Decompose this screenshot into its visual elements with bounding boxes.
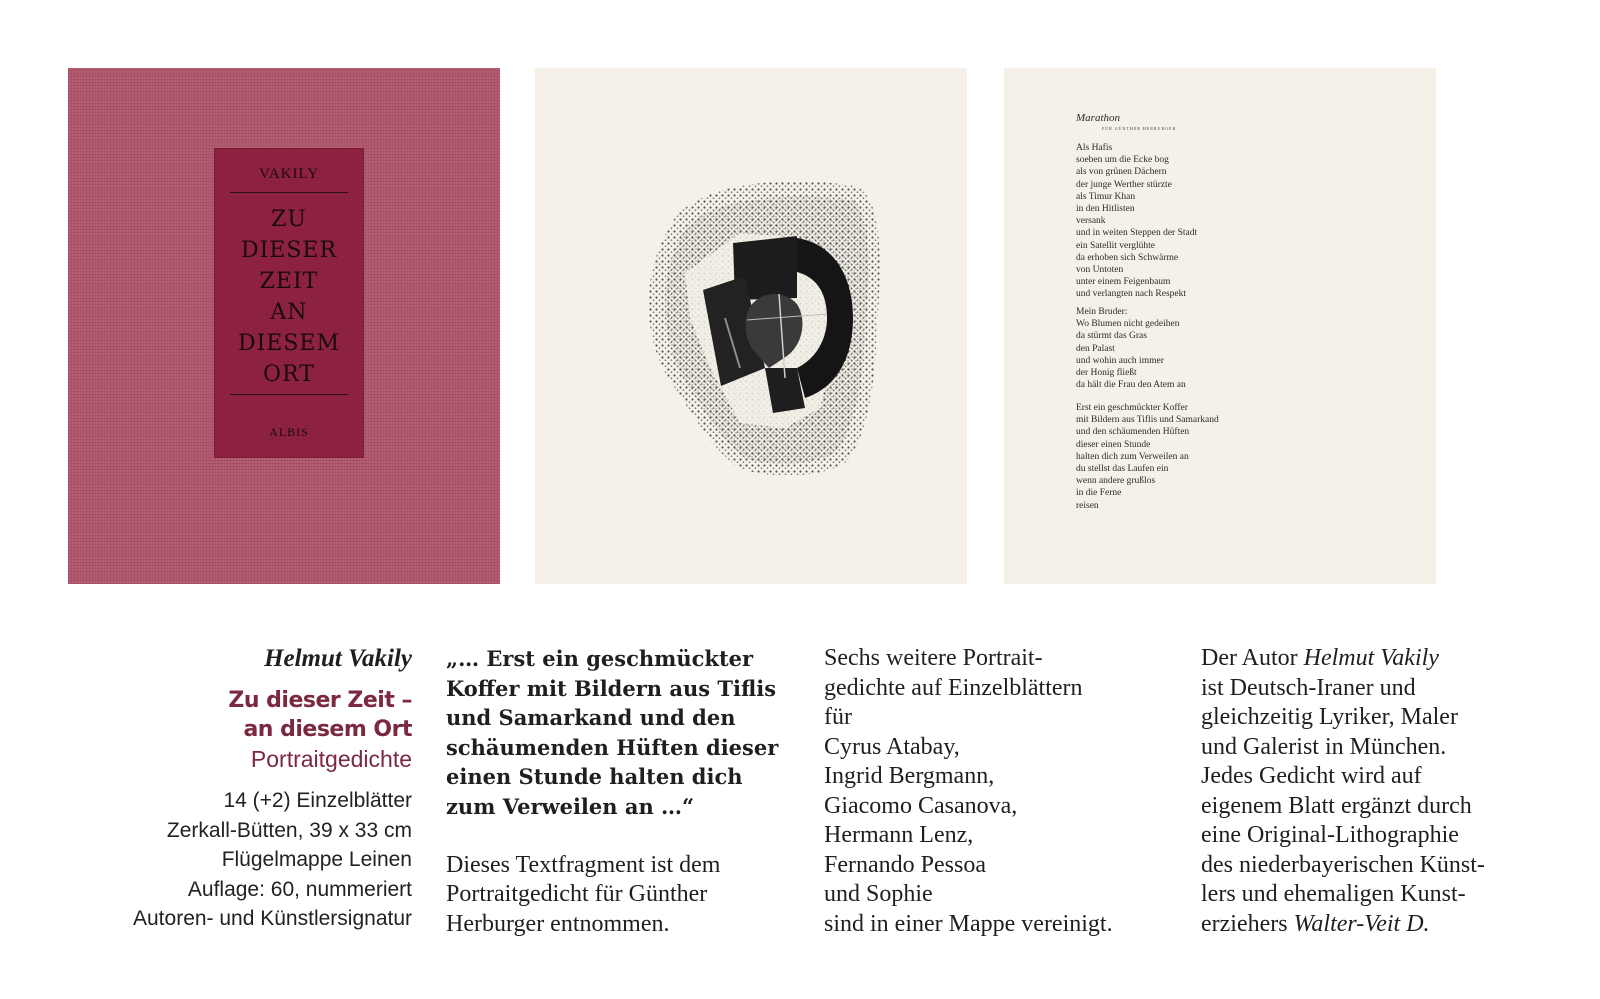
about-column: [1201, 644, 1485, 939]
about-line: ist Deutsch-Iraner und: [1201, 674, 1416, 701]
cover-title-line: ORT: [263, 362, 315, 387]
cover-title: [214, 204, 364, 390]
poem-line: wenn andere grußlos: [1076, 476, 1156, 487]
info-spec-line: Flügelmappe Leinen: [221, 848, 412, 871]
quote-line: Koffer mit Bildern aus Tiflis: [446, 675, 777, 701]
cover-title-line: DIESER: [240, 238, 338, 263]
poem-line: und wohin auch immer: [1076, 355, 1164, 366]
poem-line: ein Satellit verglühte: [1076, 240, 1155, 251]
book-info-column: [52, 644, 412, 934]
contents-line: Hermann Lenz,: [824, 822, 974, 848]
contents-line: Cyrus Atabay,: [824, 733, 960, 760]
about-line: Jedes Gedicht wird auf: [1201, 763, 1422, 789]
about-last-prefix: erziehers: [1201, 910, 1294, 937]
about-line: eine Original-Lithographie: [1201, 822, 1459, 848]
poem-line: da stürmt das Gras: [1076, 331, 1147, 342]
note-line: Herburger entnommen.: [446, 910, 670, 937]
poem-line: mit Bildern aus Tiflis und Samarkand: [1076, 415, 1219, 426]
about-line: lers und ehemaligen Kunst-: [1201, 881, 1466, 907]
about-line: des niederbayerischen Künst-: [1201, 851, 1485, 878]
excerpt-column: [446, 644, 778, 939]
poem-line: versank: [1076, 216, 1106, 227]
poem-line: und den schäumenden Hüften: [1076, 427, 1190, 438]
cover-title-line: ZU: [271, 207, 307, 232]
info-author: Helmut Vakily: [264, 645, 412, 672]
contents-line: gedichte auf Einzelblättern: [824, 674, 1083, 701]
about-line: gleichzeitig Lyriker, Maler: [1201, 704, 1458, 730]
about-author-name: Helmut Vakily: [1303, 645, 1439, 671]
cover-rule-top: [230, 192, 348, 193]
info-spec-line: Auflage: 60, nummeriert: [187, 877, 412, 901]
poem-line: dieser einen Stunde: [1076, 439, 1151, 450]
poem-line: von Untoten: [1076, 265, 1124, 276]
quote-line: einen Stunde halten dich: [446, 764, 743, 789]
about-line: [1201, 644, 1485, 674]
poem-line: du stellst das Laufen ein: [1076, 464, 1169, 475]
poem-line: als Timur Khan: [1076, 191, 1136, 202]
about-line: eigenem Blatt ergänzt durch: [1201, 792, 1472, 819]
poem-line: unter einem Feigenbaum: [1076, 277, 1171, 288]
info-subtitle: Portraitgedichte: [250, 746, 412, 772]
lithograph-image: [535, 68, 967, 584]
contents-line: sind in einer Mappe vereinigt.: [824, 910, 1113, 937]
poem-line: Als Hafis: [1076, 143, 1113, 153]
poem-line: Mein Bruder:: [1076, 307, 1128, 317]
contents-line: Ingrid Bergmann,: [824, 763, 995, 789]
info-title-line: Zu dieser Zeit –: [228, 688, 412, 713]
info-spec-line: 14 (+2) Einzelblätter: [223, 789, 412, 812]
poem-title: Marathon: [1076, 112, 1120, 124]
poem-line: da erhoben sich Schwärme: [1076, 252, 1179, 263]
cover-title-line: ZEIT: [259, 269, 319, 294]
poem-line: Wo Blumen nicht gedeihen: [1076, 319, 1180, 330]
contents-line: Giacomo Casanova,: [824, 792, 1018, 819]
book-cover-image: [68, 68, 500, 584]
poem-stanza: [1076, 402, 1219, 512]
cover-author: VAKILY: [258, 166, 320, 182]
poem-line: der Honig fließt: [1076, 368, 1137, 379]
contents-line: Fernando Pessoa: [824, 851, 986, 878]
lithograph-artwork: [535, 68, 967, 584]
poem-line: halten dich zum Verweilen an: [1076, 451, 1189, 462]
contents-line: für: [824, 704, 852, 730]
poem-line: den Palast: [1076, 343, 1115, 354]
poem-line: Erst ein geschmückter Koffer: [1076, 403, 1188, 413]
quote-line: schäumenden Hüften dieser: [446, 734, 779, 760]
excerpt-quote: [446, 644, 778, 821]
cover-title-line: DIESEM: [237, 331, 341, 356]
poem-line: da hält die Frau den Atem an: [1076, 380, 1186, 391]
cover-publisher: ALBIS: [269, 425, 309, 439]
cover-rule-bottom: [230, 394, 348, 395]
poem-line: soeben um die Ecke bog: [1076, 155, 1169, 166]
cover-label: [214, 148, 364, 458]
quote-line: und Samarkand und den: [446, 705, 736, 730]
poem-line: in den Hitlisten: [1076, 204, 1135, 215]
about-prefix: Der Autor: [1201, 645, 1304, 671]
contents-column: [824, 644, 1113, 939]
about-line: [1201, 910, 1485, 940]
excerpt-note: [446, 851, 778, 940]
poem-line: und verlangten nach Respekt: [1076, 289, 1187, 300]
info-spec-line: Autoren- und Künstlersignatur: [133, 907, 412, 930]
poem-dedication: FÜR GÜNTHER HERBURGER: [1102, 126, 1177, 131]
note-line: Dieses Textfragment ist dem: [446, 851, 721, 878]
cover-title-line: AN: [270, 300, 308, 325]
quote-line: „… Erst ein geschmückter: [446, 646, 754, 671]
poem-stanza: [1076, 306, 1186, 391]
info-title-line: an diesem Ort: [243, 717, 412, 742]
contents-line: Sechs weitere Portrait-: [824, 645, 1043, 671]
poem-line: in die Ferne: [1076, 488, 1122, 499]
poem-page-image: [1004, 68, 1436, 584]
poem-line: als von grünen Dächern: [1076, 167, 1167, 178]
about-line: und Galerist in München.: [1201, 733, 1447, 760]
info-spec-line: Zerkall-Bütten, 39 x 33 cm: [166, 818, 412, 842]
about-artist-name: Walter-Veit D.: [1293, 910, 1430, 937]
quote-line: zum Verweilen an …“: [446, 793, 695, 819]
poem-line: reisen: [1076, 500, 1099, 511]
poem-stanza: [1076, 142, 1197, 301]
contents-line: und Sophie: [824, 881, 933, 907]
note-line: Portraitgedicht für Günther: [446, 881, 708, 907]
poem-line: und in weiten Steppen der Stadt: [1076, 228, 1198, 239]
poem-line: der junge Werther stürzte: [1076, 179, 1172, 190]
